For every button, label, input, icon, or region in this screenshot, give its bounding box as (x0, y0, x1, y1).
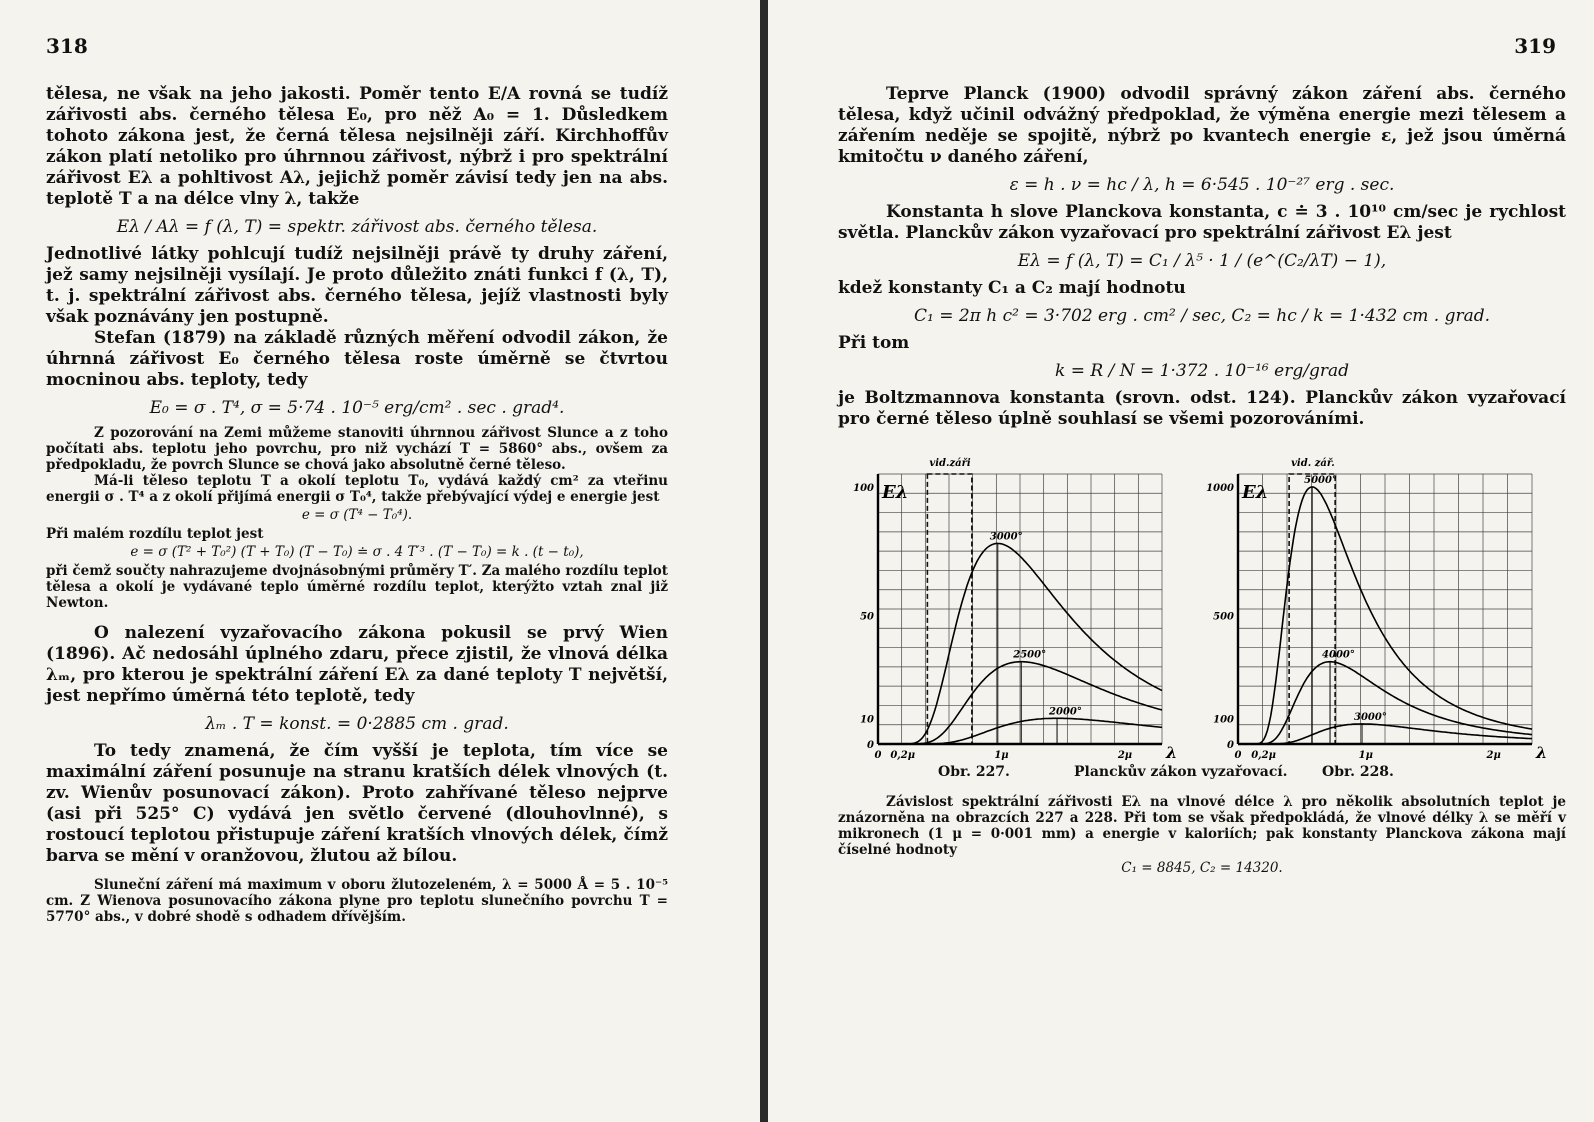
left-text-column (46, 84, 668, 925)
figure-caption: Planckův zákon vyzařovací. (1074, 764, 1288, 780)
figure-228-chart (1198, 444, 1548, 764)
planck-curve (893, 662, 1162, 744)
equation: λₘ . T = konst. = 0·2885 cm . grad. (205, 714, 509, 734)
right-text-column (838, 84, 1566, 879)
visible-band-label: vid. zář. (1291, 458, 1335, 469)
series-label: 3000° (1353, 711, 1387, 723)
y-tick-label: 0 (867, 740, 874, 751)
small-paragraph: Závislost spektrální zářivosti Eλ na vlnové délce λ pro několik absolutních teplot je znázorněna na obrazcích 227 a 228. Při tom se však předpokládá, že vlnové délky λ se měří v mikronech (1 μ = 0·001 mm) a energie v kaloriích; pak konstanty Planckova zákona mají číselné hodnoty (838, 794, 1566, 858)
x-tick-label: 0 (1234, 750, 1242, 761)
series-label: 4000° (1322, 649, 1355, 661)
paragraph: Jednotlivé látky pohlcují tudíž nejsilněji právě ty druhy záření, jež samy nejsilněji vysílají. Je proto důležito znáti funkci f (λ, T), t. j. spektrální zářivost abs. černého tělesa, jejíž vlastnosti byly však poznávány jen postupně. (46, 244, 668, 327)
paragraph: To tedy znamená, že čím vyšší je teplota, tím více se maximální záření posunuje na stranu kratších délek vlnových (t. zv. Wienův posunovací zákon). Proto zahřívané těleso nejprve (asi při 525° C) vydává jen světlo červené (dlouhovlnné), s rostoucí teplotou přistupuje záření kratších vlnových délek, čímž barva se mění v oranžovou, žlutou až bílou. (46, 741, 668, 866)
equation: e = σ (T² + T₀²) (T + T₀) (T − T₀) ≐ σ . 4 T′³ . (T − T₀) = k . (t − t₀), (130, 544, 584, 560)
equation: C₁ = 2π h c² = 3·702 erg . cm² / sec, C₂ = hc / k = 1·432 cm . grad. (913, 306, 1491, 326)
figures-row (838, 444, 1566, 764)
y-axis-label: Eλ (1242, 482, 1269, 503)
planck-curve (1253, 662, 1532, 744)
x-tick-label: 1μ (1358, 750, 1373, 761)
page-number: 318 (46, 34, 88, 58)
figure-caption-row (838, 764, 1566, 786)
y-tick-label: 0 (1227, 740, 1234, 751)
small-paragraph: Sluneční záření má maximum v oboru žlutozeleném, λ = 5000 Å = 5 . 10⁻⁵ cm. Z Wienova posunovacího zákona plyne pro teplotu slunečního povrchu T = 5770° abs., v dobré shodě s odhadem dřívějším. (46, 877, 668, 925)
figure-caption: Obr. 227. (938, 764, 1010, 780)
equation: Eλ / Aλ = f (λ, T) = spektr. zářivost abs. černého tělesa. (116, 217, 598, 237)
x-tick-label: 0 (874, 750, 882, 761)
series-label: 2500° (1013, 649, 1047, 661)
x-tick-label: 0,2μ (890, 750, 916, 761)
paragraph: je Boltzmannova konstanta (srovn. odst. 124). Planckův zákon vyzařovací pro černé těleso úplně souhlasí se všemi pozorováními. (838, 388, 1566, 429)
left-page (0, 0, 760, 1122)
planck-curve (1253, 724, 1532, 744)
y-tick-label: 10 (860, 714, 874, 726)
equation: Eλ = f (λ, T) = C₁ / λ⁵ · 1 / (e^(C₂/λT) − 1), (1017, 251, 1387, 271)
figure-caption: Obr. 228. (1322, 764, 1394, 780)
visible-band-label: vid.záři (929, 458, 971, 469)
paragraph: tělesa, ne však na jeho jakosti. Poměr tento E/A rovná se tudíž zářivosti abs. černého tělesa E₀, pro něž A₀ = 1. Důsledkem tohoto zákona jest, že černá tělesa nejsilněji září. Kirchhoffův zákon platí netoliko pro úhrnnou zářivost, nýbrž i pro spektrální zářivost Eλ a pohltivost Aλ, jejichž poměr závisí tedy jen na abs. teplotě T a na délce vlny λ, takže (46, 84, 668, 209)
equation: E₀ = σ . T⁴, σ = 5·74 . 10⁻⁵ erg/cm² . sec . grad⁴. (149, 398, 565, 418)
figure-227-chart (838, 444, 1178, 764)
planck-curve (893, 543, 1162, 744)
y-tick-label: 1000 (1206, 482, 1234, 494)
paragraph: O nalezení vyzařovacího zákona pokusil se prvý Wien (1896). Ač nedosáhl úplného zdaru, přece zjistil, že vlnová délka λₘ, pro kterou je spektrální záření Eλ za dané teploty T největší, jest nepřímo úměrná této teplotě, tedy (46, 623, 668, 706)
series-label: 3000° (989, 531, 1023, 543)
small-paragraph: Z pozorování na Zemi můžeme stanoviti úhrnnou zářivost Slunce a z toho počítati abs. teplotu jeho povrchu, pro niž vychází T = 5860° abs., ovšem za předpokladu, že povrch Slunce se chová jako absolutně černé těleso. (46, 425, 668, 473)
series-label: 2000° (1049, 706, 1082, 718)
y-tick-label: 50 (860, 611, 874, 623)
paragraph: Teprve Planck (1900) odvodil správný zákon záření abs. černého tělesa, když učinil odvážný předpoklad, že výměna energie mezi tělesem a zářením neděje se spojitě, nýbrž po kvantech energie ε, jež jsou úměrná kmitočtu ν daného záření, (838, 84, 1566, 167)
small-paragraph: Při malém rozdílu teplot jest (46, 526, 264, 542)
x-axis-label: λ (1166, 743, 1178, 762)
equation: e = σ (T⁴ − T₀⁴). (301, 507, 413, 523)
equation: k = R / N = 1·372 . 10⁻¹⁶ erg/grad (1055, 361, 1349, 381)
x-tick-label: 2μ (1117, 750, 1133, 761)
equation: ε = h . ν = hc / λ, h = 6·545 . 10⁻²⁷ erg . sec. (1009, 175, 1395, 195)
x-tick-label: 0,2μ (1251, 750, 1276, 761)
book-gutter (760, 0, 768, 1122)
x-tick-label: 2μ (1486, 750, 1501, 761)
paragraph: Konstanta h slove Planckova konstanta, c ≐ 3 . 10¹⁰ cm/sec je rychlost světla. Planckův zákon vyzařovací pro spektrální zářivost Eλ jest (838, 202, 1566, 243)
x-axis-label: λ (1536, 743, 1548, 762)
equation: C₁ = 8845, C₂ = 14320. (1121, 860, 1283, 876)
y-tick-label: 100 (1213, 714, 1234, 726)
y-axis-label: Eλ (882, 482, 909, 503)
small-paragraph: při čemž součty nahrazujeme dvojnásobnými průměry T′. Za malého rozdílu teplot tělesa a okolí je vydávané teplo úměrné rozdílu teplot, kterýžto vztah znal již Newton. (46, 563, 668, 611)
series-label: 5000° (1304, 474, 1337, 486)
paragraph: kdež konstanty C₁ a C₂ mají hodnotu (838, 278, 1186, 298)
small-paragraph: Má-li těleso teplotu T a okolí teplotu T₀, vydává každý cm² za vteřinu energii σ . T⁴ a z okolí přijímá energii σ T₀⁴, takže přebývající výdej e energie jest (46, 473, 668, 505)
y-tick-label: 100 (853, 482, 874, 494)
paragraph: Při tom (838, 333, 910, 353)
right-page (768, 0, 1594, 1122)
y-tick-label: 500 (1213, 611, 1234, 623)
x-tick-label: 1μ (994, 750, 1009, 761)
paragraph: Stefan (1879) na základě různých měření odvodil zákon, že úhrnná zářivost E₀ černého tělesa roste úměrně se čtvrtou mocninou abs. teploty, tedy (46, 328, 668, 390)
page-number: 319 (1514, 34, 1556, 58)
